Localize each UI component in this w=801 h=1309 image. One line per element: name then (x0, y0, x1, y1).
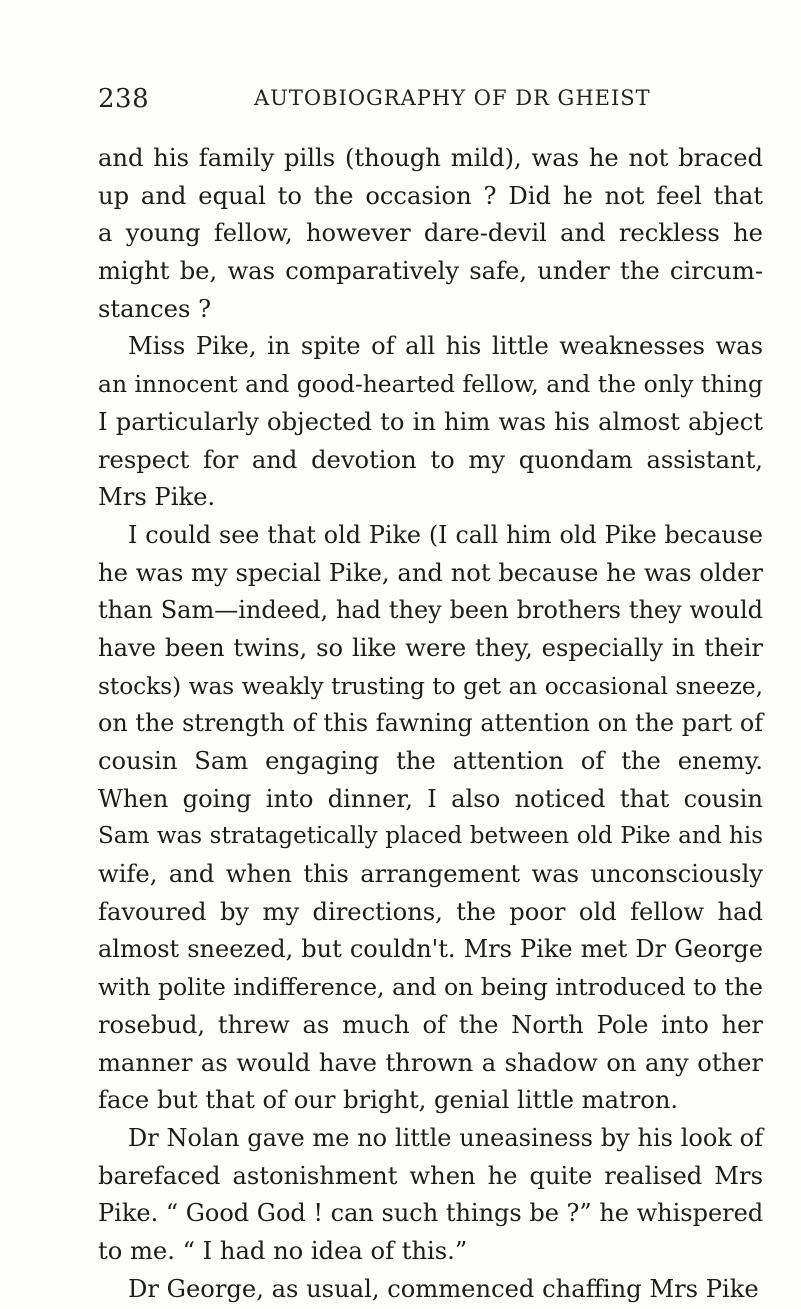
text-line: Dr George, as usual, commenced chaffing Mrs Pike (128, 1274, 759, 1303)
book-page (98, 84, 764, 1303)
text-line: to me. “ I had no idea of this.” (98, 1236, 468, 1265)
text-line: face but that of our bright, genial little matron. (98, 1086, 679, 1115)
text-line: stocks) was weakly trusting to get an occasional sneeze, (98, 672, 763, 700)
text-line: Mrs Pike. (98, 483, 216, 512)
text-line: an innocent and good-hearted fellow, and the only thing (98, 370, 763, 399)
text-line: and his family pills (though mild), was he not braced (98, 144, 763, 172)
text-line: Dr Nolan gave me no little uneasiness by his look of (128, 1123, 763, 1152)
text-line: favoured by my directions, the poor old fellow had (98, 897, 763, 926)
text-line: than Sam—indeed, had they been brothers they would (98, 596, 763, 625)
text-line: I particularly objected to in him was his almost abject (98, 407, 763, 436)
text-line: respect for and devotion to my quondam assistant, (98, 445, 763, 474)
text-line: a young fellow, however dare-devil and reckless he (98, 219, 763, 248)
text-line: have been twins, so like were they, especially in their (98, 633, 763, 662)
text-line: almost sneezed, but couldn't. Mrs Pike met Dr George (98, 935, 763, 964)
text-line: I could see that old Pike (I call him old Pike because (128, 520, 763, 549)
text-line: barefaced astonishment when he quite realised Mrs (98, 1161, 763, 1190)
text-line: rosebud, threw as much of the North Pole into her (98, 1010, 763, 1039)
text-line: stances ? (98, 294, 212, 323)
page-header (98, 84, 763, 124)
text-line: wife, and when this arrangement was unconsciously (98, 860, 763, 889)
text-line: he was my special Pike, and not because he was older (98, 558, 763, 587)
text-line: Sam was stratagetically placed between old Pike and his (98, 823, 763, 850)
running-title: AUTOBIOGRAPHY OF DR GHEIST (254, 86, 651, 110)
text-line: cousin Sam engaging the attention of the enemy. (98, 747, 763, 775)
text-line: might be, was comparatively safe, under the circum- (98, 257, 763, 286)
text-line: manner as would have thrown a shadow on any other (98, 1048, 763, 1077)
text-line: up and equal to the occasion ? Did he not feel that (98, 181, 763, 210)
text-line: Miss Pike, in spite of all his little weaknesses was (128, 332, 763, 361)
text-line: When going into dinner, I also noticed that cousin (98, 784, 763, 813)
text-line: Pike. “ Good God ! can such things be ?” he whispered (98, 1199, 764, 1228)
body-text (98, 140, 763, 1308)
page-number: 238 (98, 84, 150, 114)
text-line: with polite indifference, and on being introduced to the (98, 973, 763, 1002)
text-line: on the strength of this fawning attention on the part of (98, 709, 763, 738)
